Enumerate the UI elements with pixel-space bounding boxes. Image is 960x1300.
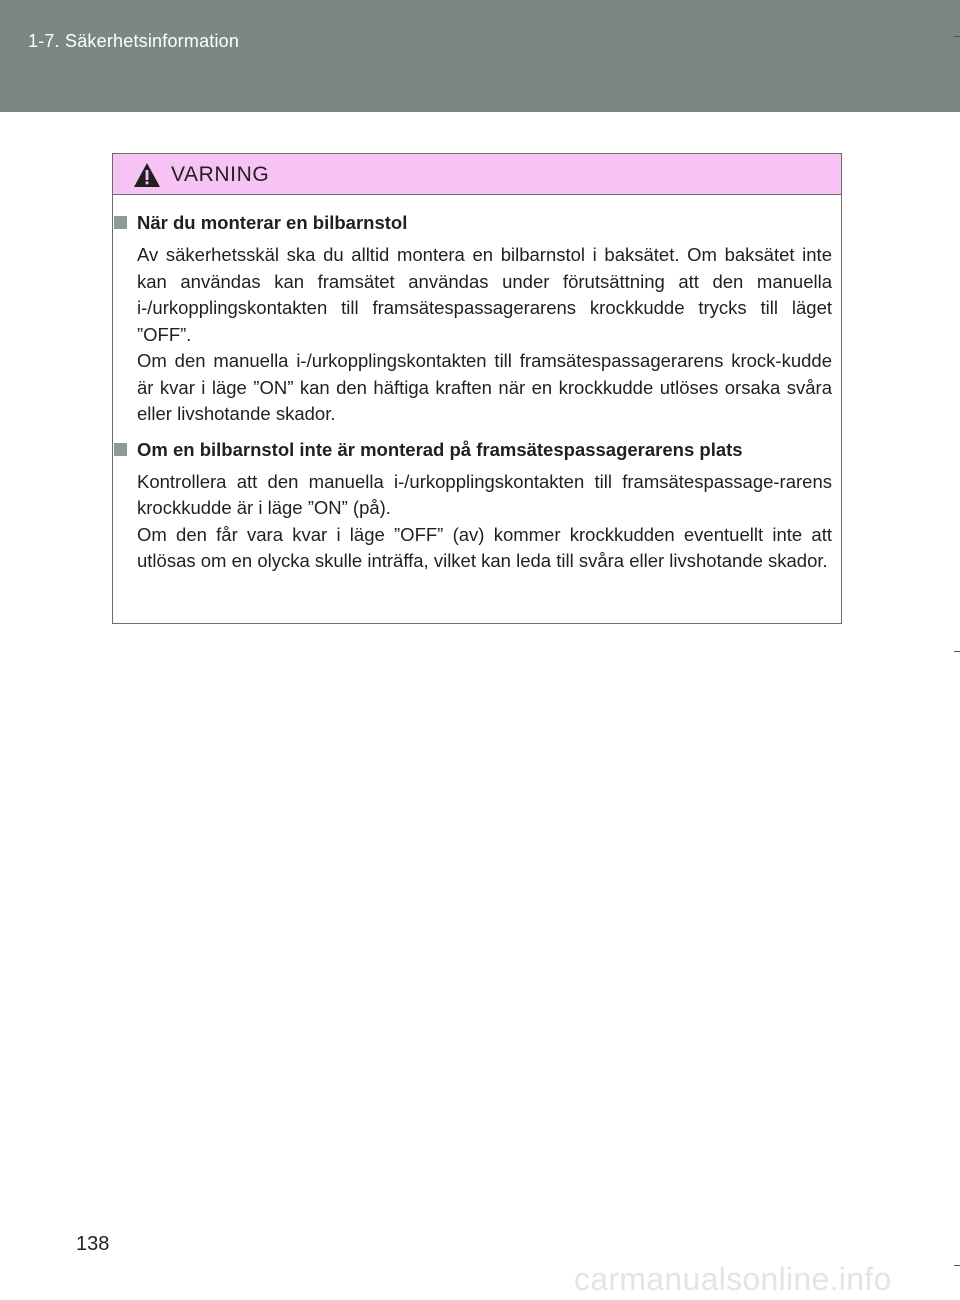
warning-triangle-icon: [133, 162, 161, 188]
square-bullet-icon: [114, 443, 127, 456]
section-heading-text: Om en bilbarnstol inte är monterad på framsätespassagerarens plats: [137, 438, 743, 460]
paragraph: Kontrollera att den manuella i-/urkopplingskontakten till framsätespassage-rarens krockkudde är i läge ”ON” (på).: [137, 470, 832, 518]
page-header: [0, 0, 960, 112]
section-title: 1-7. Säkerhetsinformation: [28, 31, 240, 51]
warning-section: [113, 436, 832, 575]
section-heading: [113, 436, 832, 463]
page-number: 138: [76, 1233, 110, 1255]
crop-mark: [954, 651, 960, 652]
warning-label: VARNING: [171, 163, 270, 186]
square-bullet-icon: [114, 216, 127, 229]
crop-mark: [954, 36, 960, 37]
paragraph: Om den manuella i-/urkopplingskontakten till framsätespassagerarens krock-kudde är kvar i läge ”ON” kan den häftiga kraften när en krockkudde utlöses orsaka svåra eller livshotande skador.: [137, 350, 832, 424]
paragraph: Om den får vara kvar i läge ”OFF” (av) kommer krockkudden eventuellt inte att utlösas om en olycka skulle inträffa, vilket kan leda till svåra eller livshotande skador.: [137, 523, 832, 571]
warning-header: [113, 154, 841, 195]
paragraph: Av säkerhetsskäl ska du alltid montera en bilbarnstol i baksätet. Om baksätet inte kan användas kan framsätet användas under förutsättning att den manuella i-/urkopplingskontakten till framsätespassagerarens krockkudde trycks till läget ”OFF”.: [137, 244, 832, 345]
warning-box: [112, 153, 842, 624]
warning-section: [113, 209, 832, 428]
crop-mark: [954, 1265, 960, 1266]
warning-body: [113, 195, 841, 575]
watermark: carmanualsonline.info: [574, 1261, 892, 1297]
section-heading: [113, 209, 832, 236]
section-heading-text: När du monterar en bilbarnstol: [137, 212, 408, 233]
